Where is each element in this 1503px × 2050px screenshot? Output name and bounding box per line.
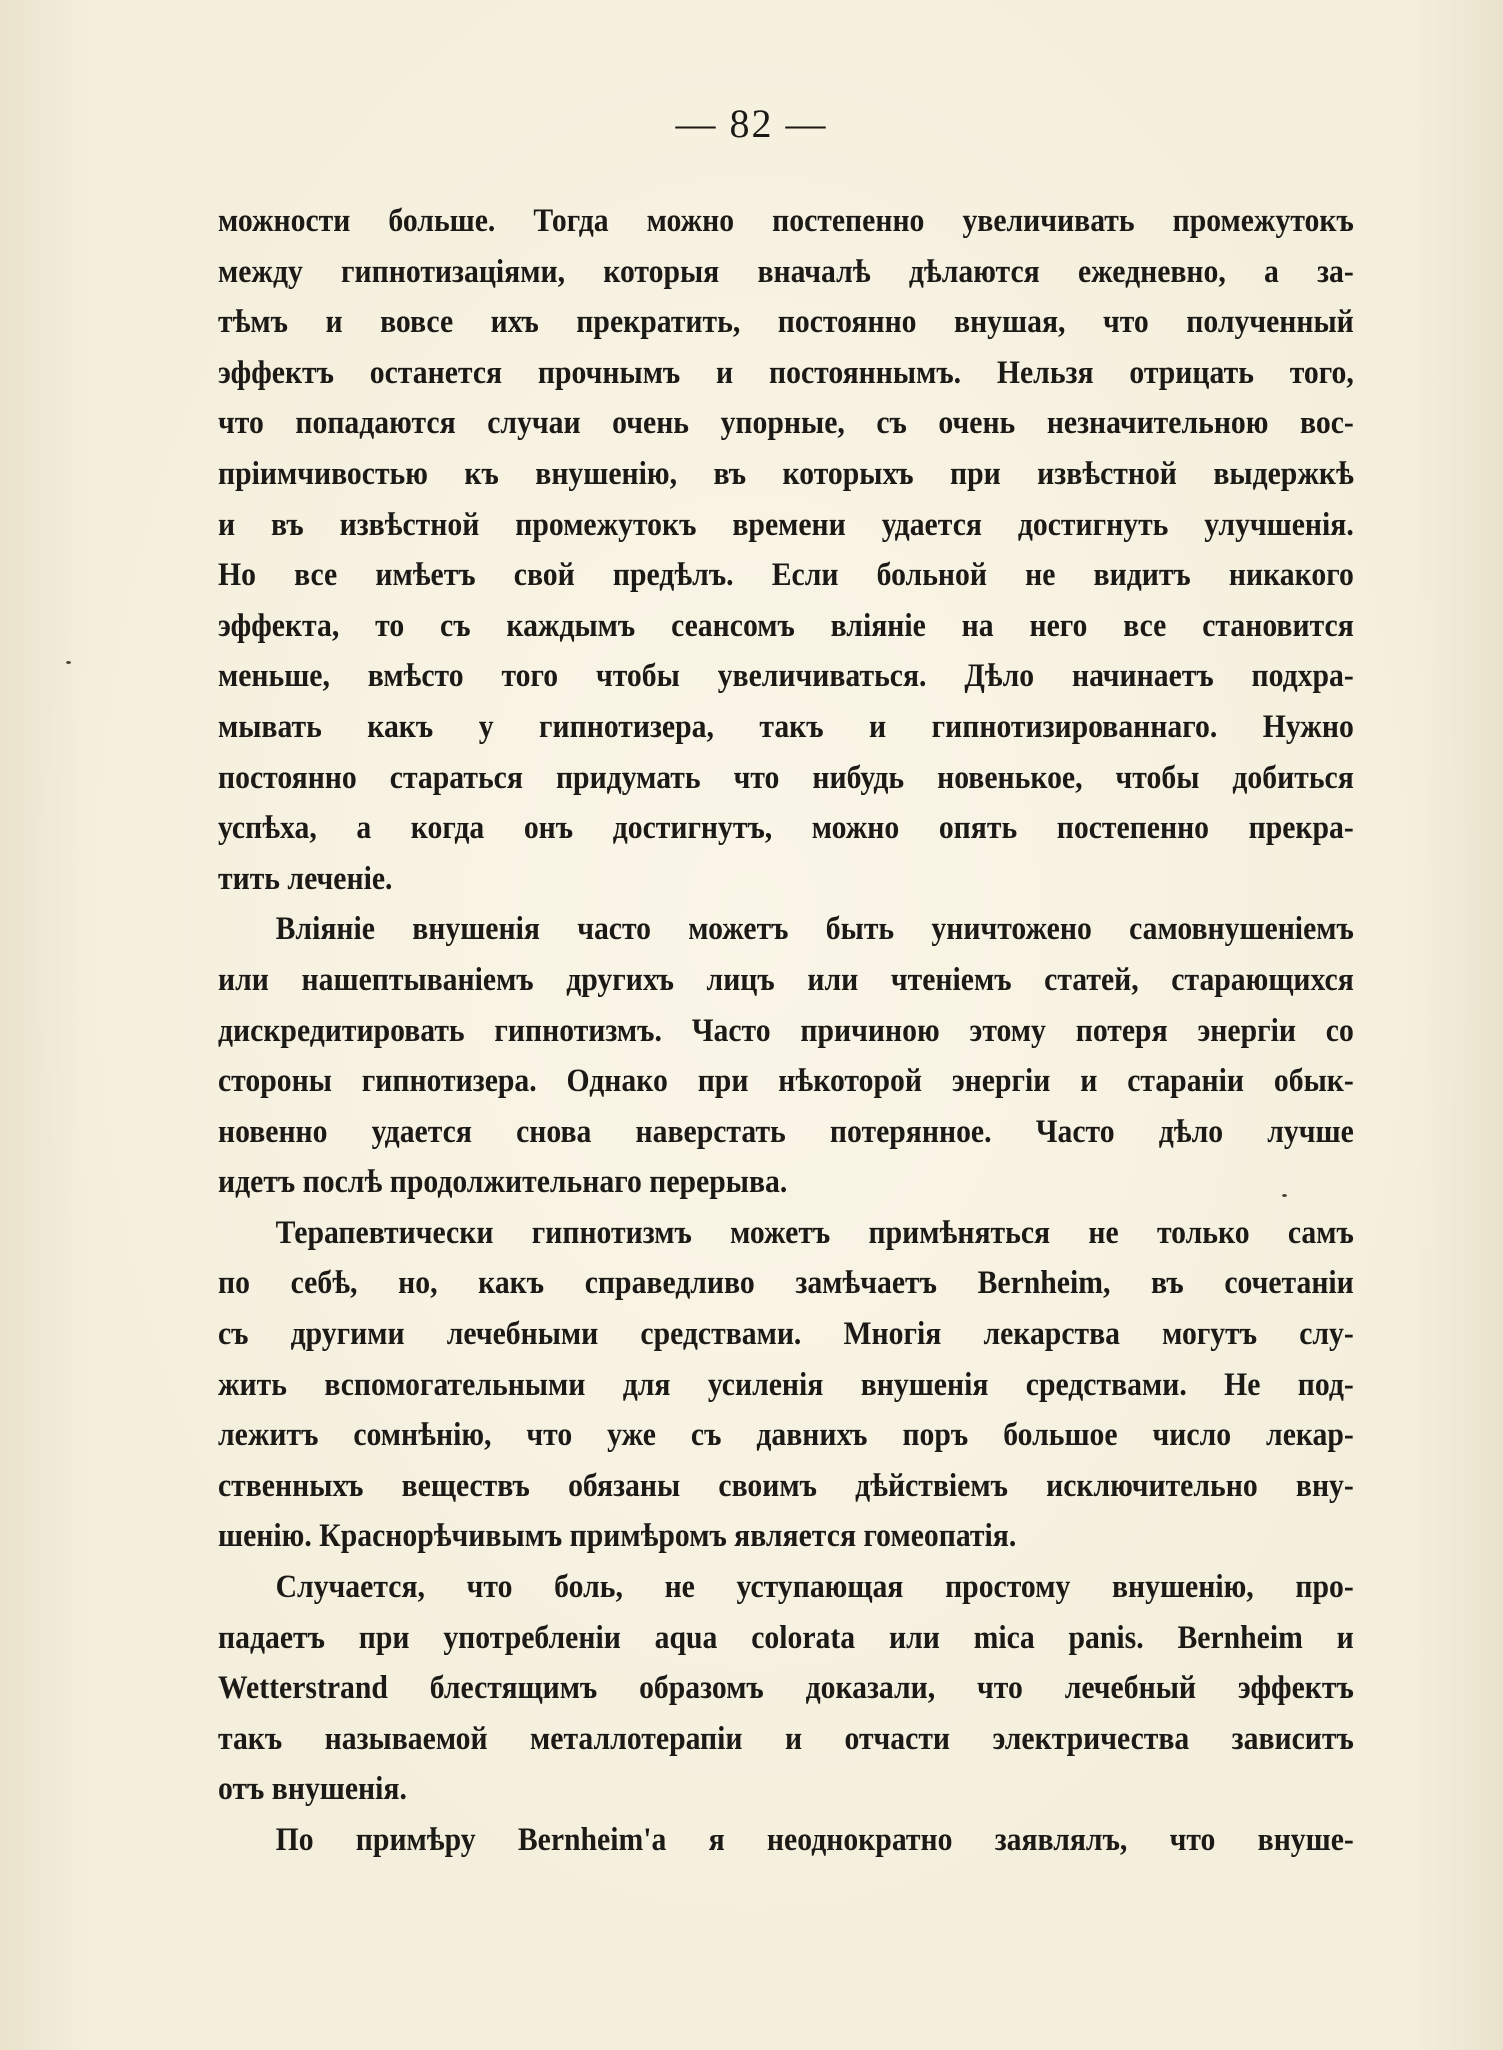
text-line: отъ внушенiя. bbox=[218, 1771, 407, 1808]
text-line: постоянно стараться придумать что нибудь новенькое, чтобы добиться bbox=[218, 759, 1354, 796]
text-line: дискредитировать гипнотизмъ. Часто причиною этому потеря энергiи со bbox=[218, 1012, 1354, 1049]
text-line: эффекта, то съ каждымъ сеансомъ влiянiе на него все становится bbox=[218, 607, 1354, 644]
print-speck bbox=[66, 661, 71, 664]
page-number: — 82 — bbox=[675, 101, 828, 146]
text-line: или нашептыванiемъ другихъ лицъ или чтенiемъ статей, старающихся bbox=[218, 961, 1354, 998]
text-line: Терапевтически гипнотизмъ можетъ примѣняться не только самъ bbox=[275, 1214, 1354, 1251]
text-line: шенiю. Краснорѣчивымъ примѣромъ является гомеопатiя. bbox=[218, 1518, 1017, 1555]
text-line: тѣмъ и вовсе ихъ прекратить, постоянно внушая, что полученный bbox=[218, 304, 1354, 341]
text-line: меньше, вмѣсто того чтобы увеличиваться. Дѣло начинаетъ подхра- bbox=[218, 658, 1354, 695]
text-line: между гипнотизацiями, которыя вначалѣ дѣлаются ежедневно, а за- bbox=[218, 253, 1354, 290]
text-line: такъ называемой металлотерапiи и отчасти электричества зависитъ bbox=[218, 1720, 1354, 1757]
text-line: можности больше. Тогда можно постепенно увеличивать промежутокъ bbox=[218, 203, 1354, 239]
text-line: ственныхъ веществъ обязаны своимъ дѣйствiемъ исключительно вну- bbox=[218, 1467, 1354, 1504]
text-line: Но все имѣетъ свой предѣлъ. Если больной не видитъ никакого bbox=[218, 557, 1354, 594]
text-line: тить леченiе. bbox=[218, 860, 393, 897]
text-line: по себѣ, но, какъ справедливо замѣчаетъ Bernheim, въ сочетанiи bbox=[218, 1265, 1354, 1302]
text-line: прiимчивостью къ внушенiю, въ которыхъ при извѣстной выдержкѣ bbox=[218, 455, 1354, 492]
text-line: падаетъ при употребленiи aqua colorata или mica panis. Bernheim и bbox=[218, 1619, 1354, 1656]
print-speck bbox=[1282, 1194, 1287, 1197]
text-line: идетъ послѣ продолжительнаго перерыва. bbox=[218, 1164, 788, 1201]
text-line: Случается, что боль, не уступающая простому внушенiю, про- bbox=[275, 1569, 1354, 1606]
text-line: съ другими лечебными средствами. Многiя лекарства могутъ слу- bbox=[218, 1316, 1354, 1353]
text-line: эффектъ останется прочнымъ и постояннымъ. Нельзя отрицать того, bbox=[218, 354, 1354, 391]
text-line: жить вспомогательными для усиленiя внушенiя средствами. Не под- bbox=[218, 1366, 1354, 1403]
text-line: Влiянiе внушенiя часто можетъ быть уничтожено самовнушенiемъ bbox=[275, 911, 1354, 948]
text-line: что попадаются случаи очень упорные, съ очень незначительною вос- bbox=[218, 405, 1354, 442]
text-line: мывать какъ у гипнотизера, такъ и гипнотизированнаго. Нужно bbox=[218, 708, 1354, 745]
text-line: По примѣру Bernheim'a я неоднократно заявлялъ, что внуше- bbox=[275, 1822, 1354, 1858]
body-text bbox=[218, 196, 1354, 1866]
text-line: успѣха, а когда онъ достигнутъ, можно опять постепенно прекра- bbox=[218, 810, 1354, 847]
text-line: Wetterstrand блестящимъ образомъ доказали, что лечебный эффектъ bbox=[218, 1670, 1354, 1707]
text-line: стороны гипнотизера. Однако при нѣкоторой энергiи и старанiи обык- bbox=[218, 1063, 1354, 1100]
text-line: лежитъ сомнѣнiю, что уже съ давнихъ поръ большое число лекар- bbox=[218, 1417, 1354, 1454]
text-line: и въ извѣстной промежутокъ времени удается достигнуть улучшенiя. bbox=[218, 506, 1354, 543]
text-line: новенно удается снова наверстать потерянное. Часто дѣло лучше bbox=[218, 1113, 1354, 1150]
